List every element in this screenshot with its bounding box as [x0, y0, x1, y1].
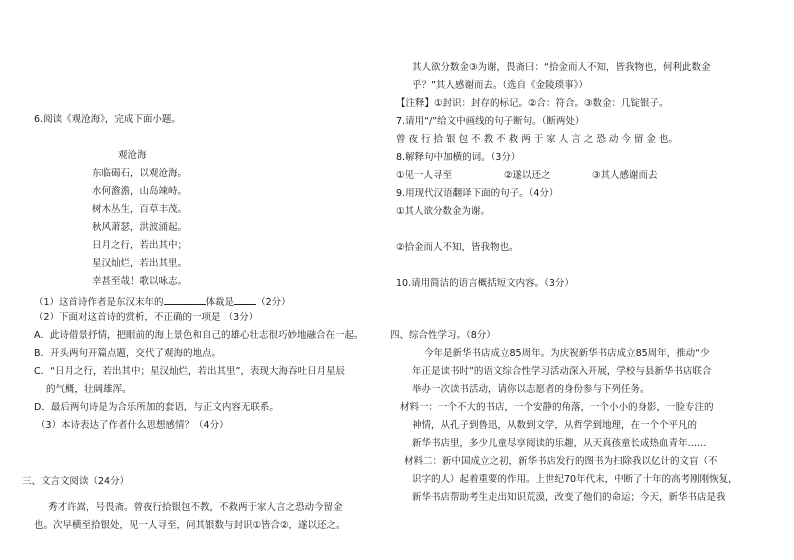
blank-genre[interactable]	[234, 294, 256, 305]
q9-item-1: ①其人欲分数金为谢。	[396, 206, 491, 217]
section4-intro-2: 年正是读书时”的语文综合性学习活动深入开展，学校与县新华书店联合	[412, 366, 712, 377]
poem-title: 观沧海	[118, 150, 147, 161]
option-c: C．“日月之行，若出其中；星汉灿烂，若出其里”，表现大海吞吐日月星辰	[34, 366, 345, 377]
material1-line-3: 新华书店里，多少儿童尽享阅读的乐趣，从天真孩童长成热血青年……	[412, 438, 707, 449]
classical-text-line-3: 其人欲分数金③为谢，畏斋曰：“拾金而人不知，皆我物也，何利此数金	[412, 62, 711, 73]
q6-sub2: （2）下面对这首诗的赏析，不正确的一项是 （3分）	[34, 312, 259, 323]
q8-item-3: ③其人感谢而去	[592, 170, 658, 181]
q9-prompt: 9.用现代汉语翻译下面的句子。（4分）	[396, 188, 559, 199]
q8-item-1: ①见一人寻至	[396, 170, 453, 181]
q7-prompt: 7.请用“/”给文中画线的句子断句。（断两处）	[396, 116, 585, 127]
q10-prompt: 10.请用简洁的语言概括短文内容。（3分）	[396, 278, 574, 289]
option-a: A．此诗借景抒情，把眼前的海上景色和自己的雄心壮志很巧妙地融合在一起。	[34, 330, 364, 341]
poem-line-4: 秋风萧瑟，洪波涌起。	[92, 222, 188, 233]
section4-intro-3: 举办一次读书活动，请你以志愿者的身份参与下列任务。	[412, 384, 650, 395]
q6-sub3: （3）本诗表达了作者什么思想感情？（4分）	[36, 420, 229, 431]
material2-line-3: 新华书店帮助考生走出知识荒漠，改变了他们的命运；今天，新华书店是我	[412, 492, 726, 503]
classical-text-line-2: 也。次早横至拾银处，见一人寻至，问其银数与封识①皆合②，遂以还之。	[34, 520, 346, 531]
poem-line-7: 幸甚至哉！歌以咏志。	[92, 276, 188, 287]
notes: 【注释】①封识：封存的标记。②合：符合。③数金：几锭银子。	[396, 98, 669, 109]
poem-line-1: 东临碣石，以观沧海。	[92, 168, 188, 179]
blank-author[interactable]	[164, 294, 206, 305]
classical-text-line-1: 秀才许嵩，号畏斋。曾夜行拾银包不教，不救两于家人言之恐动今留金	[48, 502, 343, 513]
option-b: B．开头两句开篇点题，交代了观海的地点。	[34, 348, 222, 359]
section4-intro-1: 今年是新华书店成立85周年。为庆祝新华书店成立85周年，推动“少	[424, 348, 710, 359]
material2-line-1: 材料二：新中国成立之初，新华书店发行的图书为扫除我以亿计的文盲（不	[404, 456, 718, 467]
q8-prompt: 8.解释句中加横的词。（3分）	[396, 152, 521, 163]
q6-prompt: 6.阅读《观沧海》，完成下面小题。	[34, 114, 181, 125]
poem-line-6: 星汉灿烂，若出其里。	[92, 258, 188, 269]
poem-line-3: 树木丛生，百草丰茂。	[92, 204, 188, 215]
option-c-cont: 的气概，壮阔雄浑。	[46, 384, 132, 395]
q6-sub1: （1）这首诗作者是东汉末年的 体裁是 （2分）	[34, 294, 291, 309]
q8-item-2: ②遂以还之	[504, 170, 551, 181]
poem-line-2: 水何澹澹，山岛竦峙。	[92, 186, 188, 197]
poem-line-5: 日月之行，若出其中；	[92, 240, 188, 251]
material2-line-2: 识字的人）起着重要的作用。上世纪70年代末，中断了十年的高考刚刚恢复，	[412, 474, 738, 485]
q9-item-2: ②拾金而人不知，皆我物也。	[396, 242, 519, 253]
classical-text-line-4: 乎？”其人感谢而去。（选自《金陵琐事》）	[412, 80, 588, 91]
q7-sentence: 曾 夜 行 拾 银 包 不 教 不 救 两 于 家 人 言 之 恐 动 今 留 金 也。	[396, 134, 678, 145]
material1-line-2: 神情，从孔子到鲁迅，从数到文学，从哲学到地理，在一个个平凡的	[412, 420, 698, 431]
option-d: D．最后两句诗是为合乐所加的套语，与正文内容无联系。	[34, 402, 279, 413]
material1-line-1: 材料一：一个不大的书店，一个安静的角落，一个小小的身影，一脸专注的	[400, 402, 714, 413]
section3-heading: 三、文言文阅读（24分）	[22, 476, 130, 487]
section4-heading: 四、综合性学习。（8分）	[390, 330, 496, 341]
